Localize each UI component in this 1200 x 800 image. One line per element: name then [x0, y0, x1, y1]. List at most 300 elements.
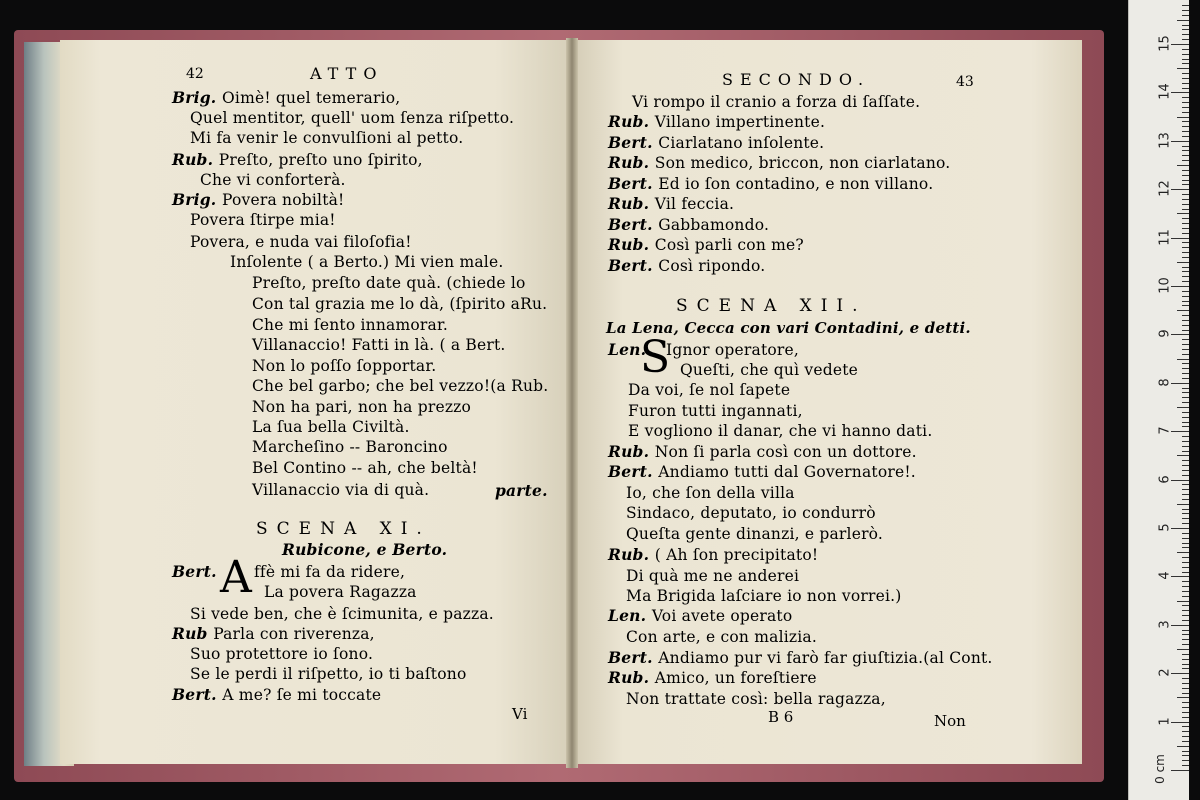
ruler-tick	[1177, 359, 1189, 360]
ruler-tick	[1171, 286, 1189, 287]
ruler-tick	[1182, 5, 1189, 6]
verse-text: E vogliono il danar, che vi hanno dati.	[628, 422, 933, 440]
text-line	[626, 503, 876, 523]
ruler-number: 9	[1157, 329, 1173, 339]
catchword-right: Non	[934, 712, 966, 730]
ruler-tick	[1182, 397, 1189, 398]
verse-text: Preſto, preſto uno ſpirito,	[218, 151, 423, 169]
ruler-tick	[1182, 199, 1189, 200]
verse-text: Povera nobiltà!	[222, 191, 345, 209]
verse-text: Così ripondo.	[658, 257, 766, 275]
text-line	[626, 483, 795, 503]
text-line	[252, 480, 429, 500]
ruler-tick	[1182, 233, 1189, 234]
verse-text: Che vi conforterà.	[200, 171, 346, 189]
ruler-tick	[1182, 160, 1189, 161]
text-line	[628, 421, 932, 441]
ruler-tick	[1171, 92, 1189, 93]
ruler-tick	[1182, 765, 1189, 766]
ruler-number: 8	[1157, 378, 1173, 387]
verse-text: Villano impertinente.	[654, 113, 826, 131]
text-line	[254, 562, 405, 582]
ruler-tick	[1182, 644, 1189, 645]
verse-text: Ciarlatano inſolente.	[658, 134, 825, 152]
text-line	[608, 215, 769, 235]
speaker-label: Bert.	[608, 215, 659, 234]
ruler-tick	[1182, 518, 1189, 519]
text-line	[264, 582, 417, 602]
ruler-tick	[1171, 673, 1189, 674]
ruler-number: 6	[1157, 474, 1173, 484]
verse-text: Queſta gente dinanzi, e parlerò.	[626, 525, 884, 543]
verse-text: Non trattate così: bella ragazza,	[626, 690, 886, 708]
page-number-left: 42	[186, 66, 204, 82]
text-line	[608, 194, 734, 214]
ruler-number: 5	[1157, 523, 1173, 532]
text-line	[608, 462, 916, 482]
text-line	[190, 644, 373, 664]
text-line	[252, 397, 471, 417]
text-line	[252, 315, 448, 335]
verse-text: Vil feccia.	[654, 195, 735, 213]
ruler-tick	[1182, 654, 1189, 655]
ruler-tick	[1177, 262, 1189, 263]
ruler-tick	[1182, 252, 1189, 253]
ruler-tick	[1182, 422, 1189, 423]
speaker-label: Bert.	[608, 133, 659, 152]
speaker-label: Rub	[172, 624, 214, 643]
text-line	[628, 401, 803, 421]
ruler-tick	[1182, 368, 1189, 369]
text-line	[190, 232, 412, 252]
ruler-tick	[1182, 533, 1189, 534]
ruler-tick	[1182, 146, 1189, 147]
text-line	[172, 562, 217, 582]
text-line	[252, 356, 436, 376]
ruler-tick	[1182, 296, 1189, 297]
ruler-number: 1	[1157, 716, 1173, 726]
ruler-tick	[1182, 320, 1189, 321]
ruler-tick	[1182, 475, 1189, 476]
ruler-tick	[1182, 630, 1189, 631]
ruler-tick	[1177, 68, 1189, 69]
speaker-label: Rub.	[608, 545, 655, 564]
verse-text: Preſto, preſto date quà. (chiede lo	[252, 274, 526, 292]
ruler-tick	[1182, 678, 1189, 679]
ruler-tick	[1182, 301, 1189, 302]
verse-text: Marcheſino -- Baroncino	[252, 438, 448, 456]
ruler-tick	[1182, 605, 1189, 606]
ruler-number: 12	[1157, 180, 1173, 197]
verse-text: ffè mi fa da ridere,	[254, 563, 406, 581]
ruler-tick	[1182, 712, 1189, 713]
scena-persons-left: Rubicone, e Berto.	[282, 540, 448, 559]
ruler-tick	[1182, 581, 1189, 582]
text-line	[190, 210, 336, 230]
ruler-tick	[1182, 228, 1189, 229]
running-head-left: ATTO	[310, 64, 384, 83]
text-line	[190, 664, 466, 684]
text-line	[252, 376, 548, 396]
ruler-tick	[1177, 649, 1189, 650]
ruler-tick	[1177, 601, 1189, 602]
ruler-tick	[1182, 73, 1189, 74]
ruler-tick	[1182, 54, 1189, 55]
scena-title-right: SCENA XII.	[676, 296, 867, 316]
ruler-tick	[1182, 523, 1189, 524]
ruler-tick	[1182, 126, 1189, 127]
ruler-tick	[1182, 610, 1189, 611]
ruler-unit-label: 0 cm	[1153, 754, 1167, 784]
ruler-tick	[1171, 770, 1189, 771]
ruler-tick	[1182, 499, 1189, 500]
ruler-tick	[1171, 528, 1189, 529]
ruler-tick	[1182, 465, 1189, 466]
verse-text: Parla con riverenza,	[213, 625, 375, 643]
verse-text: Non lo poſſo ſopportar.	[252, 357, 437, 375]
ruler-tick	[1182, 470, 1189, 471]
verse-text: Di quà me ne anderei	[626, 567, 800, 585]
text-line	[626, 566, 799, 586]
ruler-tick	[1182, 271, 1189, 272]
speaker-label: Rub.	[608, 153, 655, 172]
verse-text: Furon tutti ingannati,	[628, 402, 803, 420]
ruler-tick	[1182, 707, 1189, 708]
ruler-tick	[1182, 693, 1189, 694]
ruler-tick	[1182, 664, 1189, 665]
text-line	[172, 150, 423, 170]
ruler-number: 2	[1157, 668, 1173, 677]
ruler-tick	[1182, 392, 1189, 393]
text-line	[608, 153, 950, 173]
speaker-label: Bert.	[608, 174, 659, 193]
speaker-label: Len.	[608, 340, 647, 359]
text-line	[632, 92, 920, 112]
ruler-tick	[1182, 34, 1189, 35]
ruler-tick	[1182, 639, 1189, 640]
ruler-tick	[1177, 504, 1189, 505]
speaker-label: Rub.	[608, 235, 655, 254]
ruler-tick	[1182, 29, 1189, 30]
ruler-number: 10	[1157, 277, 1173, 294]
ruler-tick	[1182, 281, 1189, 282]
verse-text: La ſua bella Civiltà.	[252, 418, 410, 436]
ruler-tick	[1182, 363, 1189, 364]
ruler-number: 14	[1157, 83, 1173, 101]
speaker-label: Bert.	[172, 562, 217, 581]
ruler-tick	[1182, 325, 1189, 326]
ruler-tick	[1182, 170, 1189, 171]
ruler-tick	[1182, 417, 1189, 418]
verse-text: Non ſi parla così con un dottore.	[654, 443, 917, 461]
ruler-tick	[1182, 175, 1189, 176]
ruler-tick	[1182, 634, 1189, 635]
verse-text: Queſti, che quì vedete	[680, 361, 859, 379]
verse-text: Ma Brigida laſciare io non vorrei.)	[626, 587, 902, 605]
measurement-ruler	[1128, 0, 1189, 800]
verse-text: Ed io ſon contadino, e non villano.	[658, 175, 934, 193]
ruler-tick	[1182, 136, 1189, 137]
ruler-tick	[1177, 455, 1189, 456]
ruler-tick	[1182, 620, 1189, 621]
ruler-tick	[1182, 131, 1189, 132]
ruler-tick	[1182, 291, 1189, 292]
ruler-tick	[1182, 194, 1189, 195]
ruler-tick	[1182, 484, 1189, 485]
running-head-right: SECONDO.	[722, 70, 871, 89]
verse-text: Povera, e nuda vai filoſofia!	[190, 233, 412, 251]
verse-text: Con tal grazia me lo dà, (ſpirito aRu.	[252, 295, 548, 313]
ruler-tick	[1182, 59, 1189, 60]
text-line	[608, 256, 765, 276]
text-line	[608, 648, 993, 668]
text-line	[172, 624, 375, 644]
speaker-label: Len.	[608, 606, 652, 625]
ruler-tick	[1182, 509, 1189, 510]
text-line	[608, 174, 933, 194]
ruler-number: 7	[1157, 426, 1173, 435]
ruler-tick	[1177, 117, 1189, 118]
ruler-tick	[1182, 717, 1189, 718]
verse-text: Vi rompo il cranio a forza di ſaſſate.	[632, 93, 921, 111]
ruler-tick	[1182, 736, 1189, 737]
page-number-right: 43	[956, 74, 974, 90]
verse-text: Mi fa venir le convulſioni al petto.	[190, 129, 464, 147]
ruler-tick	[1182, 112, 1189, 113]
ruler-tick	[1171, 722, 1189, 723]
ruler-tick	[1182, 155, 1189, 156]
text-line	[252, 335, 506, 355]
text-line	[608, 545, 818, 565]
speaker-label: Rub.	[608, 112, 655, 131]
verse-text: Bel Contino -- ah, che beltà!	[252, 459, 478, 477]
text-line	[252, 458, 478, 478]
ruler-tick	[1171, 189, 1189, 190]
text-line	[626, 586, 902, 606]
ruler-tick	[1177, 746, 1189, 747]
speaker-label: Bert.	[608, 648, 659, 667]
speaker-label: Rub.	[608, 668, 655, 687]
ruler-tick	[1182, 538, 1189, 539]
text-line	[608, 112, 825, 132]
verse-text: Gabbamondo.	[658, 216, 770, 234]
ruler-tick	[1171, 383, 1189, 384]
verse-text: ( Ah ſon precipitato!	[654, 546, 819, 564]
speaker-label: Rub.	[172, 150, 219, 169]
verse-text: Oimè! quel temerario,	[222, 89, 401, 107]
catchword-left: Vi	[512, 705, 528, 723]
text-line	[608, 606, 792, 626]
ruler-tick	[1182, 426, 1189, 427]
ruler-tick	[1182, 305, 1189, 306]
ruler-tick	[1182, 330, 1189, 331]
ruler-tick	[1182, 596, 1189, 597]
dropcap-right: S	[640, 332, 671, 383]
scena-title-left: SCENA XI.	[256, 519, 431, 539]
verse-text: A me? ſe mi toccate	[222, 686, 382, 704]
text-line	[680, 360, 858, 380]
verse-text: Voi avete operato	[651, 607, 793, 625]
verse-text: Che bel garbo; che bel vezzo!(a Rub.	[252, 377, 549, 395]
ruler-tick	[1182, 218, 1189, 219]
text-line	[230, 252, 503, 272]
ruler-tick	[1182, 388, 1189, 389]
text-line	[666, 340, 799, 360]
scena-persons-right: La Lena, Cecca con vari Contadini, e detti.	[606, 319, 971, 337]
text-line	[172, 88, 400, 108]
verse-text: Andiamo tutti dal Governatore!.	[658, 463, 916, 481]
ruler-number: 3	[1157, 620, 1173, 629]
ruler-tick	[1182, 267, 1189, 268]
ruler-tick	[1182, 460, 1189, 461]
ruler-tick	[1182, 247, 1189, 248]
text-line	[252, 273, 526, 293]
text-line	[190, 108, 514, 128]
verse-text: Inſolente ( a Berto.) Mi vien male.	[230, 253, 504, 271]
ruler-tick	[1182, 315, 1189, 316]
ruler-tick	[1182, 10, 1189, 11]
ruler-tick	[1177, 213, 1189, 214]
ruler-tick	[1182, 102, 1189, 103]
ruler-number: 4	[1157, 571, 1173, 581]
stage-direction-parte: parte.	[495, 481, 548, 500]
verse-text: Amico, un foreſtiere	[654, 669, 817, 687]
verse-text: Con arte, e con malizia.	[626, 628, 817, 646]
ruler-tick	[1182, 344, 1189, 345]
verse-text: Non ha pari, non ha prezzo	[252, 398, 472, 416]
ruler-tick	[1182, 402, 1189, 403]
ruler-tick	[1182, 49, 1189, 50]
ruler-tick	[1182, 572, 1189, 573]
ruler-number: 11	[1157, 228, 1173, 246]
ruler-tick	[1177, 310, 1189, 311]
ruler-tick	[1182, 242, 1189, 243]
ruler-tick	[1182, 150, 1189, 151]
text-line	[626, 627, 817, 647]
text-line	[626, 689, 886, 709]
ruler-tick	[1182, 557, 1189, 558]
ruler-tick	[1182, 760, 1189, 761]
ruler-tick	[1182, 726, 1189, 727]
ruler-tick	[1177, 697, 1189, 698]
ruler-tick	[1182, 121, 1189, 122]
ruler-tick	[1171, 480, 1189, 481]
text-line	[252, 294, 547, 314]
verse-text: Si vede ben, che è ſcimunita, e pazza.	[190, 605, 494, 623]
ruler-tick	[1182, 441, 1189, 442]
verse-text: Io, che ſon della villa	[626, 484, 795, 502]
ruler-tick	[1182, 378, 1189, 379]
ruler-tick	[1182, 257, 1189, 258]
ruler-tick	[1182, 25, 1189, 26]
text-line	[252, 417, 410, 437]
ruler-tick	[1182, 97, 1189, 98]
ruler-tick	[1182, 567, 1189, 568]
ruler-tick	[1177, 407, 1189, 408]
ruler-tick	[1182, 349, 1189, 350]
ruler-tick	[1182, 204, 1189, 205]
text-line	[608, 668, 817, 688]
ruler-tick	[1182, 741, 1189, 742]
ruler-tick	[1182, 543, 1189, 544]
text-line	[252, 437, 448, 457]
ruler-tick	[1182, 451, 1189, 452]
text-line	[172, 190, 345, 210]
ruler-tick	[1182, 683, 1189, 684]
ruler-tick	[1182, 78, 1189, 79]
ruler-tick	[1182, 83, 1189, 84]
ruler-tick	[1182, 731, 1189, 732]
ruler-tick	[1182, 436, 1189, 437]
ruler-tick	[1182, 276, 1189, 277]
text-line	[608, 235, 804, 255]
verse-text: Che mi ſento innamorar.	[252, 316, 448, 334]
verse-text: Ignor operatore,	[666, 341, 800, 359]
ruler-tick	[1171, 238, 1189, 239]
ruler-tick	[1182, 180, 1189, 181]
text-line	[200, 170, 346, 190]
book-gutter	[566, 38, 578, 768]
ruler-tick	[1177, 20, 1189, 21]
verse-text: La povera Ragazza	[264, 583, 417, 601]
text-line	[190, 604, 494, 624]
ruler-tick	[1182, 494, 1189, 495]
ruler-tick	[1182, 668, 1189, 669]
verse-text: Quel mentitor, quell' uom ſenza riſpetto.	[190, 109, 515, 127]
verse-text: Suo protettore io ſono.	[190, 645, 374, 663]
speaker-label: Bert.	[172, 685, 223, 704]
verse-text: Se le perdi il riſpetto, io ti baſtono	[190, 665, 467, 683]
dropcap-left: A	[220, 552, 252, 603]
verse-text: Povera ſtirpe mia!	[190, 211, 336, 229]
ruler-tick	[1182, 688, 1189, 689]
ruler-tick	[1182, 591, 1189, 592]
ruler-tick	[1177, 165, 1189, 166]
verse-text: Così parli con me?	[654, 236, 804, 254]
ruler-tick	[1182, 659, 1189, 660]
ruler-tick	[1182, 755, 1189, 756]
ruler-tick	[1182, 489, 1189, 490]
verse-text: Andiamo pur vi farò far giuſtizia.(al Cont.	[658, 649, 993, 667]
ruler-tick	[1182, 354, 1189, 355]
text-line	[626, 524, 883, 544]
ruler-tick	[1182, 39, 1189, 40]
ruler-tick	[1182, 412, 1189, 413]
ruler-tick	[1171, 334, 1189, 335]
ruler-tick	[1171, 576, 1189, 577]
speaker-label: Bert.	[608, 256, 659, 275]
speaker-label: Brig.	[172, 88, 222, 107]
ruler-tick	[1182, 513, 1189, 514]
ruler-tick	[1182, 63, 1189, 64]
ruler-tick	[1182, 373, 1189, 374]
ruler-number: 15	[1157, 35, 1173, 52]
ruler-tick	[1182, 184, 1189, 185]
ruler-tick	[1182, 702, 1189, 703]
speaker-label: Rub.	[608, 194, 655, 213]
ruler-tick	[1182, 562, 1189, 563]
ruler-tick	[1182, 107, 1189, 108]
ruler-tick	[1182, 446, 1189, 447]
ruler-tick	[1177, 552, 1189, 553]
ruler-tick	[1182, 209, 1189, 210]
ruler-number: 13	[1157, 132, 1173, 149]
ruler-tick	[1182, 88, 1189, 89]
ruler-tick	[1171, 44, 1189, 45]
speaker-label: Brig.	[172, 190, 222, 209]
text-line	[608, 442, 917, 462]
ruler-tick	[1182, 615, 1189, 616]
